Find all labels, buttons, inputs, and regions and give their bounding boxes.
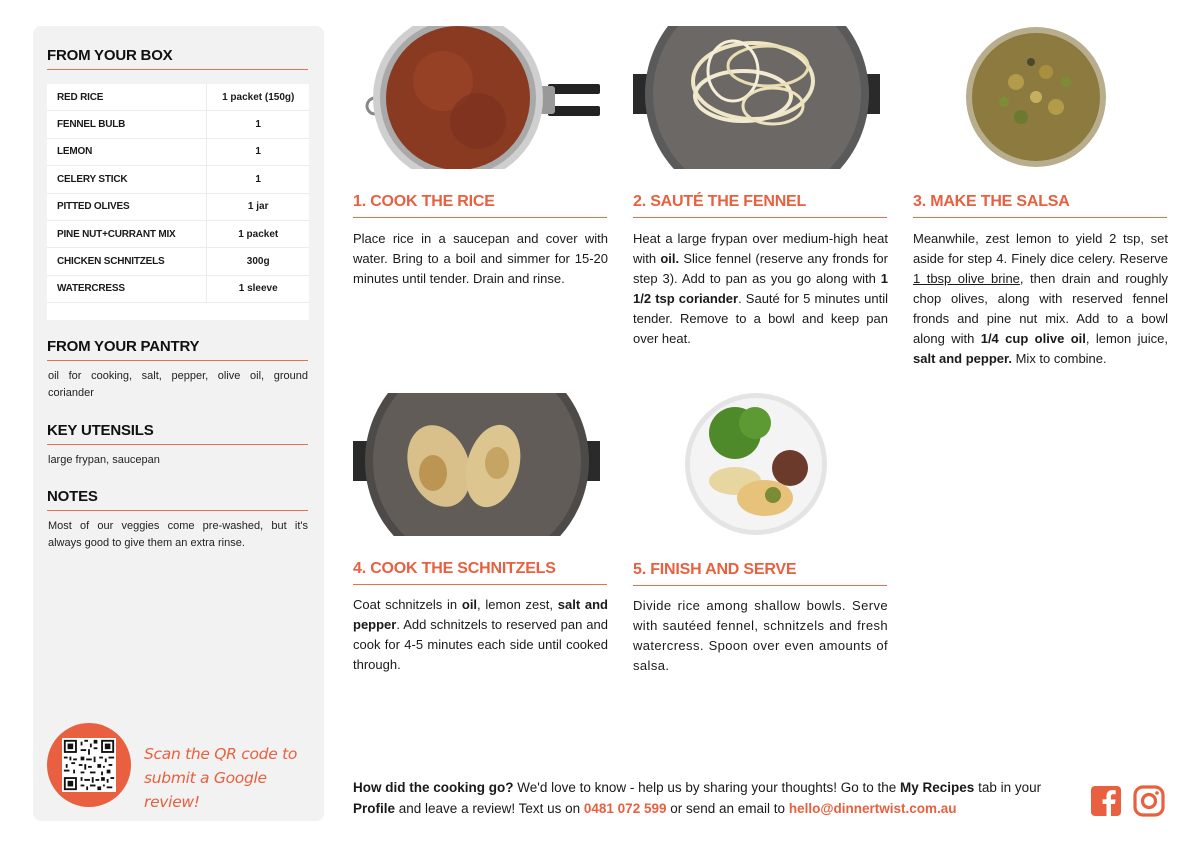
ingredient-row bbox=[47, 111, 309, 138]
step-5-finish-image bbox=[685, 393, 827, 535]
qr-code-badge[interactable] bbox=[47, 723, 131, 807]
ingredient-name: PITTED OLIVES bbox=[57, 201, 130, 213]
text-run: Meanwhile, zest lemon to yield 2 tsp, set aside for step 4. Finely dice celery. Reserve bbox=[913, 231, 1168, 266]
text-run: Heat a large frypan over medium-high heat with bbox=[633, 231, 888, 266]
text-run: . Sauté for 5 minutes until tender. Remove to a bowl and keep pan over heat. bbox=[633, 291, 888, 346]
text-run: , lemon juice, bbox=[1085, 331, 1169, 346]
text-run: We'd love to know - help us by sharing your thoughts! Go to the bbox=[513, 780, 901, 795]
text-run: Coat schnitzels in bbox=[353, 597, 462, 612]
ingredients-table bbox=[47, 84, 309, 320]
step-3-salsa-image bbox=[966, 27, 1106, 167]
ingredient-row bbox=[47, 84, 309, 111]
bold-text: salt and pepper. bbox=[913, 351, 1012, 366]
ingredient-row bbox=[47, 221, 309, 248]
ingredient-row bbox=[47, 166, 309, 193]
text-run: and leave a review! Text us on bbox=[395, 801, 584, 816]
ingredient-row bbox=[47, 276, 309, 303]
step-4-schnitzel-image bbox=[353, 393, 600, 536]
ingredient-name: LEMON bbox=[57, 146, 93, 158]
ingredient-qty: 1 bbox=[206, 111, 309, 137]
ingredient-name: RED RICE bbox=[57, 91, 104, 103]
ingredient-name: PINE NUT+CURRANT MIX bbox=[57, 228, 176, 240]
from-your-box-title: FROM YOUR BOX bbox=[47, 47, 308, 70]
ingredient-row bbox=[47, 248, 309, 275]
notes-text: Most of our veggies come pre-washed, but it's always good to give them an extra rinse. bbox=[48, 520, 308, 549]
ingredient-name: CELERY STICK bbox=[57, 173, 128, 185]
text-run: , then drain and roughly chop olives, along with reserved fennel fronds and pine nut mix. Add to a bowl along with bbox=[913, 271, 1168, 346]
utensils-text: large frypan, saucepan bbox=[48, 454, 160, 466]
text-run: . Add schnitzels to reserved pan and cook for 4-5 minutes each side until cooked through. bbox=[353, 617, 608, 672]
ingredient-name: CHICKEN SCHNITZELS bbox=[57, 256, 165, 268]
step-1-body bbox=[353, 229, 608, 289]
qr-code-icon[interactable] bbox=[62, 738, 116, 792]
ingredient-row bbox=[47, 194, 309, 221]
text-run: , lemon zest, bbox=[477, 597, 558, 612]
step-2-fennel-image bbox=[633, 26, 880, 169]
text-run: Mix to combine. bbox=[1011, 351, 1107, 366]
from-your-pantry-title: FROM YOUR PANTRY bbox=[47, 338, 308, 361]
ingredient-qty: 1 sleeve bbox=[206, 276, 309, 302]
ingredient-qty: 1 bbox=[206, 166, 309, 192]
bold-text: My Recipes bbox=[900, 780, 975, 795]
step-2-body bbox=[633, 229, 888, 349]
key-utensils-title: KEY UTENSILS bbox=[47, 422, 308, 445]
instagram-icon[interactable] bbox=[1133, 785, 1165, 817]
bold-text: Profile bbox=[353, 801, 396, 816]
notes-title: NOTES bbox=[47, 488, 308, 511]
bold-text: 1/4 cup olive oil bbox=[980, 331, 1086, 346]
bold-text: 1 1/2 tsp coriander bbox=[633, 271, 888, 306]
contact-link-text[interactable]: 0481 072 599 bbox=[583, 801, 667, 816]
contact-link-text[interactable]: hello@dinnertwist.com.au bbox=[788, 801, 957, 816]
text-run: or send an email to bbox=[666, 801, 789, 816]
feedback-footer bbox=[353, 777, 1073, 819]
step-4-title: 4. COOK THE SCHNITZELS bbox=[353, 560, 607, 585]
text-run: Slice fennel (reserve any fronds for step 3). Add to pan as you go along with bbox=[633, 251, 888, 286]
step-5-body bbox=[633, 596, 888, 676]
step-1-title: 1. COOK THE RICE bbox=[353, 193, 607, 218]
step-4-body bbox=[353, 595, 608, 675]
step-1-rice-image bbox=[353, 26, 600, 169]
ingredient-name: FENNEL BULB bbox=[57, 119, 126, 131]
step-2-title: 2. SAUTÉ THE FENNEL bbox=[633, 193, 887, 218]
bold-text: salt and pepper bbox=[353, 597, 609, 632]
step-3-body bbox=[913, 229, 1168, 369]
underlined-text: 1 tbsp olive brine bbox=[913, 271, 1020, 286]
qr-caption-line-1: Scan the QR code to bbox=[144, 745, 298, 763]
qr-caption bbox=[144, 742, 314, 814]
pantry-text: oil for cooking, salt, pepper, olive oil, ground coriander bbox=[48, 370, 308, 399]
facebook-icon[interactable] bbox=[1090, 785, 1122, 817]
bold-text: oil bbox=[461, 597, 478, 612]
ingredient-qty: 300g bbox=[206, 248, 309, 274]
ingredient-qty: 1 packet (150g) bbox=[206, 84, 309, 110]
bold-text: oil. bbox=[660, 251, 680, 266]
ingredient-name: WATERCRESS bbox=[57, 283, 125, 295]
ingredient-qty: 1 bbox=[206, 139, 309, 165]
text-run: tab in your bbox=[974, 780, 1042, 795]
bold-text: How did the cooking go? bbox=[353, 780, 514, 795]
text-run: Place rice in a saucepan and cover with water. Bring to a boil and simmer for 15-20 minutes until tender. Drain and rinse. bbox=[353, 231, 608, 286]
ingredient-qty: 1 packet bbox=[206, 221, 309, 247]
text-run: Divide rice among shallow bowls. Serve with sautéed fennel, schnitzels and fresh watercress. Spoon over even amounts of salsa. bbox=[633, 598, 888, 673]
ingredient-qty: 1 jar bbox=[206, 194, 309, 220]
ingredient-row bbox=[47, 139, 309, 166]
step-5-title: 5. FINISH AND SERVE bbox=[633, 561, 887, 586]
qr-caption-line-2: submit a Google review! bbox=[144, 769, 267, 811]
step-3-title: 3. MAKE THE SALSA bbox=[913, 193, 1167, 218]
ingredients-sidebar bbox=[33, 26, 324, 821]
